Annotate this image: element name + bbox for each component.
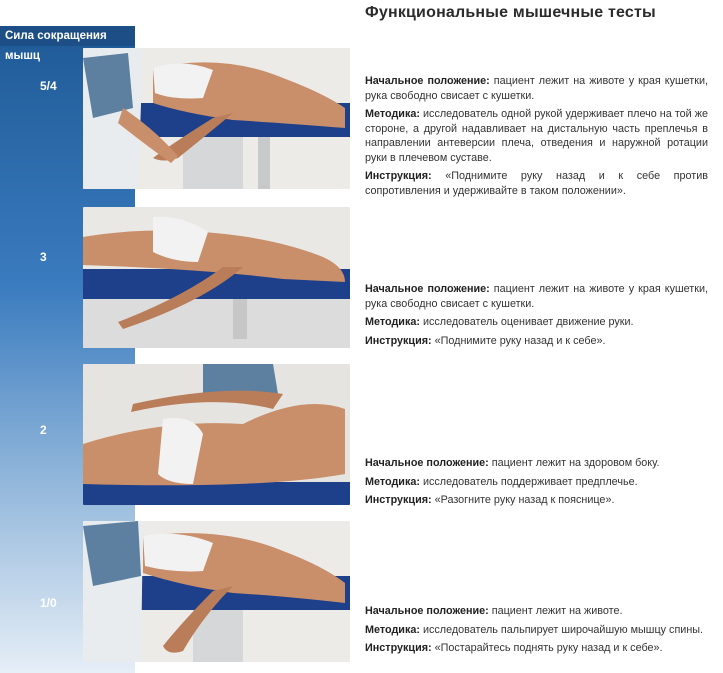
start-text: пациент лежит на животе у края кушетки, рука свободно свисает с кушетки. <box>365 283 708 310</box>
instruction-label: Инструкция: <box>365 494 432 506</box>
grade-label: 5/4 <box>40 79 57 93</box>
grade-label: 2 <box>40 423 47 437</box>
instruction-text: «Постарайтесь поднять руку назад и к себе». <box>434 642 663 654</box>
test-description-grade-3 <box>365 282 708 352</box>
grade-label: 1/0 <box>40 596 57 610</box>
test-description-grade-5-4 <box>365 74 708 202</box>
method-label: Методика: <box>365 316 420 328</box>
method-label: Методика: <box>365 623 420 636</box>
start-text: пациент лежит на здоровом боку. <box>491 457 660 469</box>
start-label: Начальное положение: <box>365 283 490 295</box>
test-photo-grade-2 <box>83 364 350 505</box>
method-text: исследователь оценивает движение руки. <box>422 316 634 328</box>
start-text: пациент лежит на животе. <box>491 605 623 617</box>
test-description-grade-1-0 <box>365 604 708 660</box>
instruction-label: Инструкция: <box>365 642 432 654</box>
method-text: исследователь одной рукой удерживает плечо на той же стороне, а другой надавливает на дистальную часть преплечья в направлении антеверсии плеча, отведения и наружной ротации руки в плечевом суставе. <box>365 108 709 164</box>
test-photo-grade-1-0 <box>83 521 350 662</box>
test-photo-grade-3 <box>83 207 350 348</box>
start-text: пациент лежит на животе у края кушетки, рука свободно свисает с кушетки. <box>365 75 708 102</box>
instruction-text: «Поднимите руку назад и к себе». <box>434 334 606 347</box>
start-label: Начальное положение: <box>365 605 489 617</box>
instruction-label: Инструкция: <box>365 334 432 347</box>
instruction-text: «Разогните руку назад к пояснице». <box>434 494 615 506</box>
sidebar-header: Сила сокращения мышц <box>0 26 135 46</box>
start-label: Начальное положение: <box>365 75 490 87</box>
instruction-text: «Поднимите руку назад и к себе против сопротивления и удерживайте в таком положении». <box>365 170 709 197</box>
test-description-grade-2 <box>365 456 708 512</box>
instruction-label: Инструкция: <box>365 170 432 182</box>
test-photo-grade-5-4 <box>83 48 350 189</box>
method-text: исследователь пальпирует широчайшую мышцу спины. <box>422 623 704 636</box>
start-label: Начальное положение: <box>365 457 489 469</box>
method-label: Методика: <box>365 475 420 488</box>
grade-label: 3 <box>40 250 47 264</box>
method-text: исследователь поддерживает предплечье. <box>422 475 638 488</box>
method-label: Методика: <box>365 108 420 120</box>
page-title: Функциональные мышечные тесты <box>365 4 656 21</box>
